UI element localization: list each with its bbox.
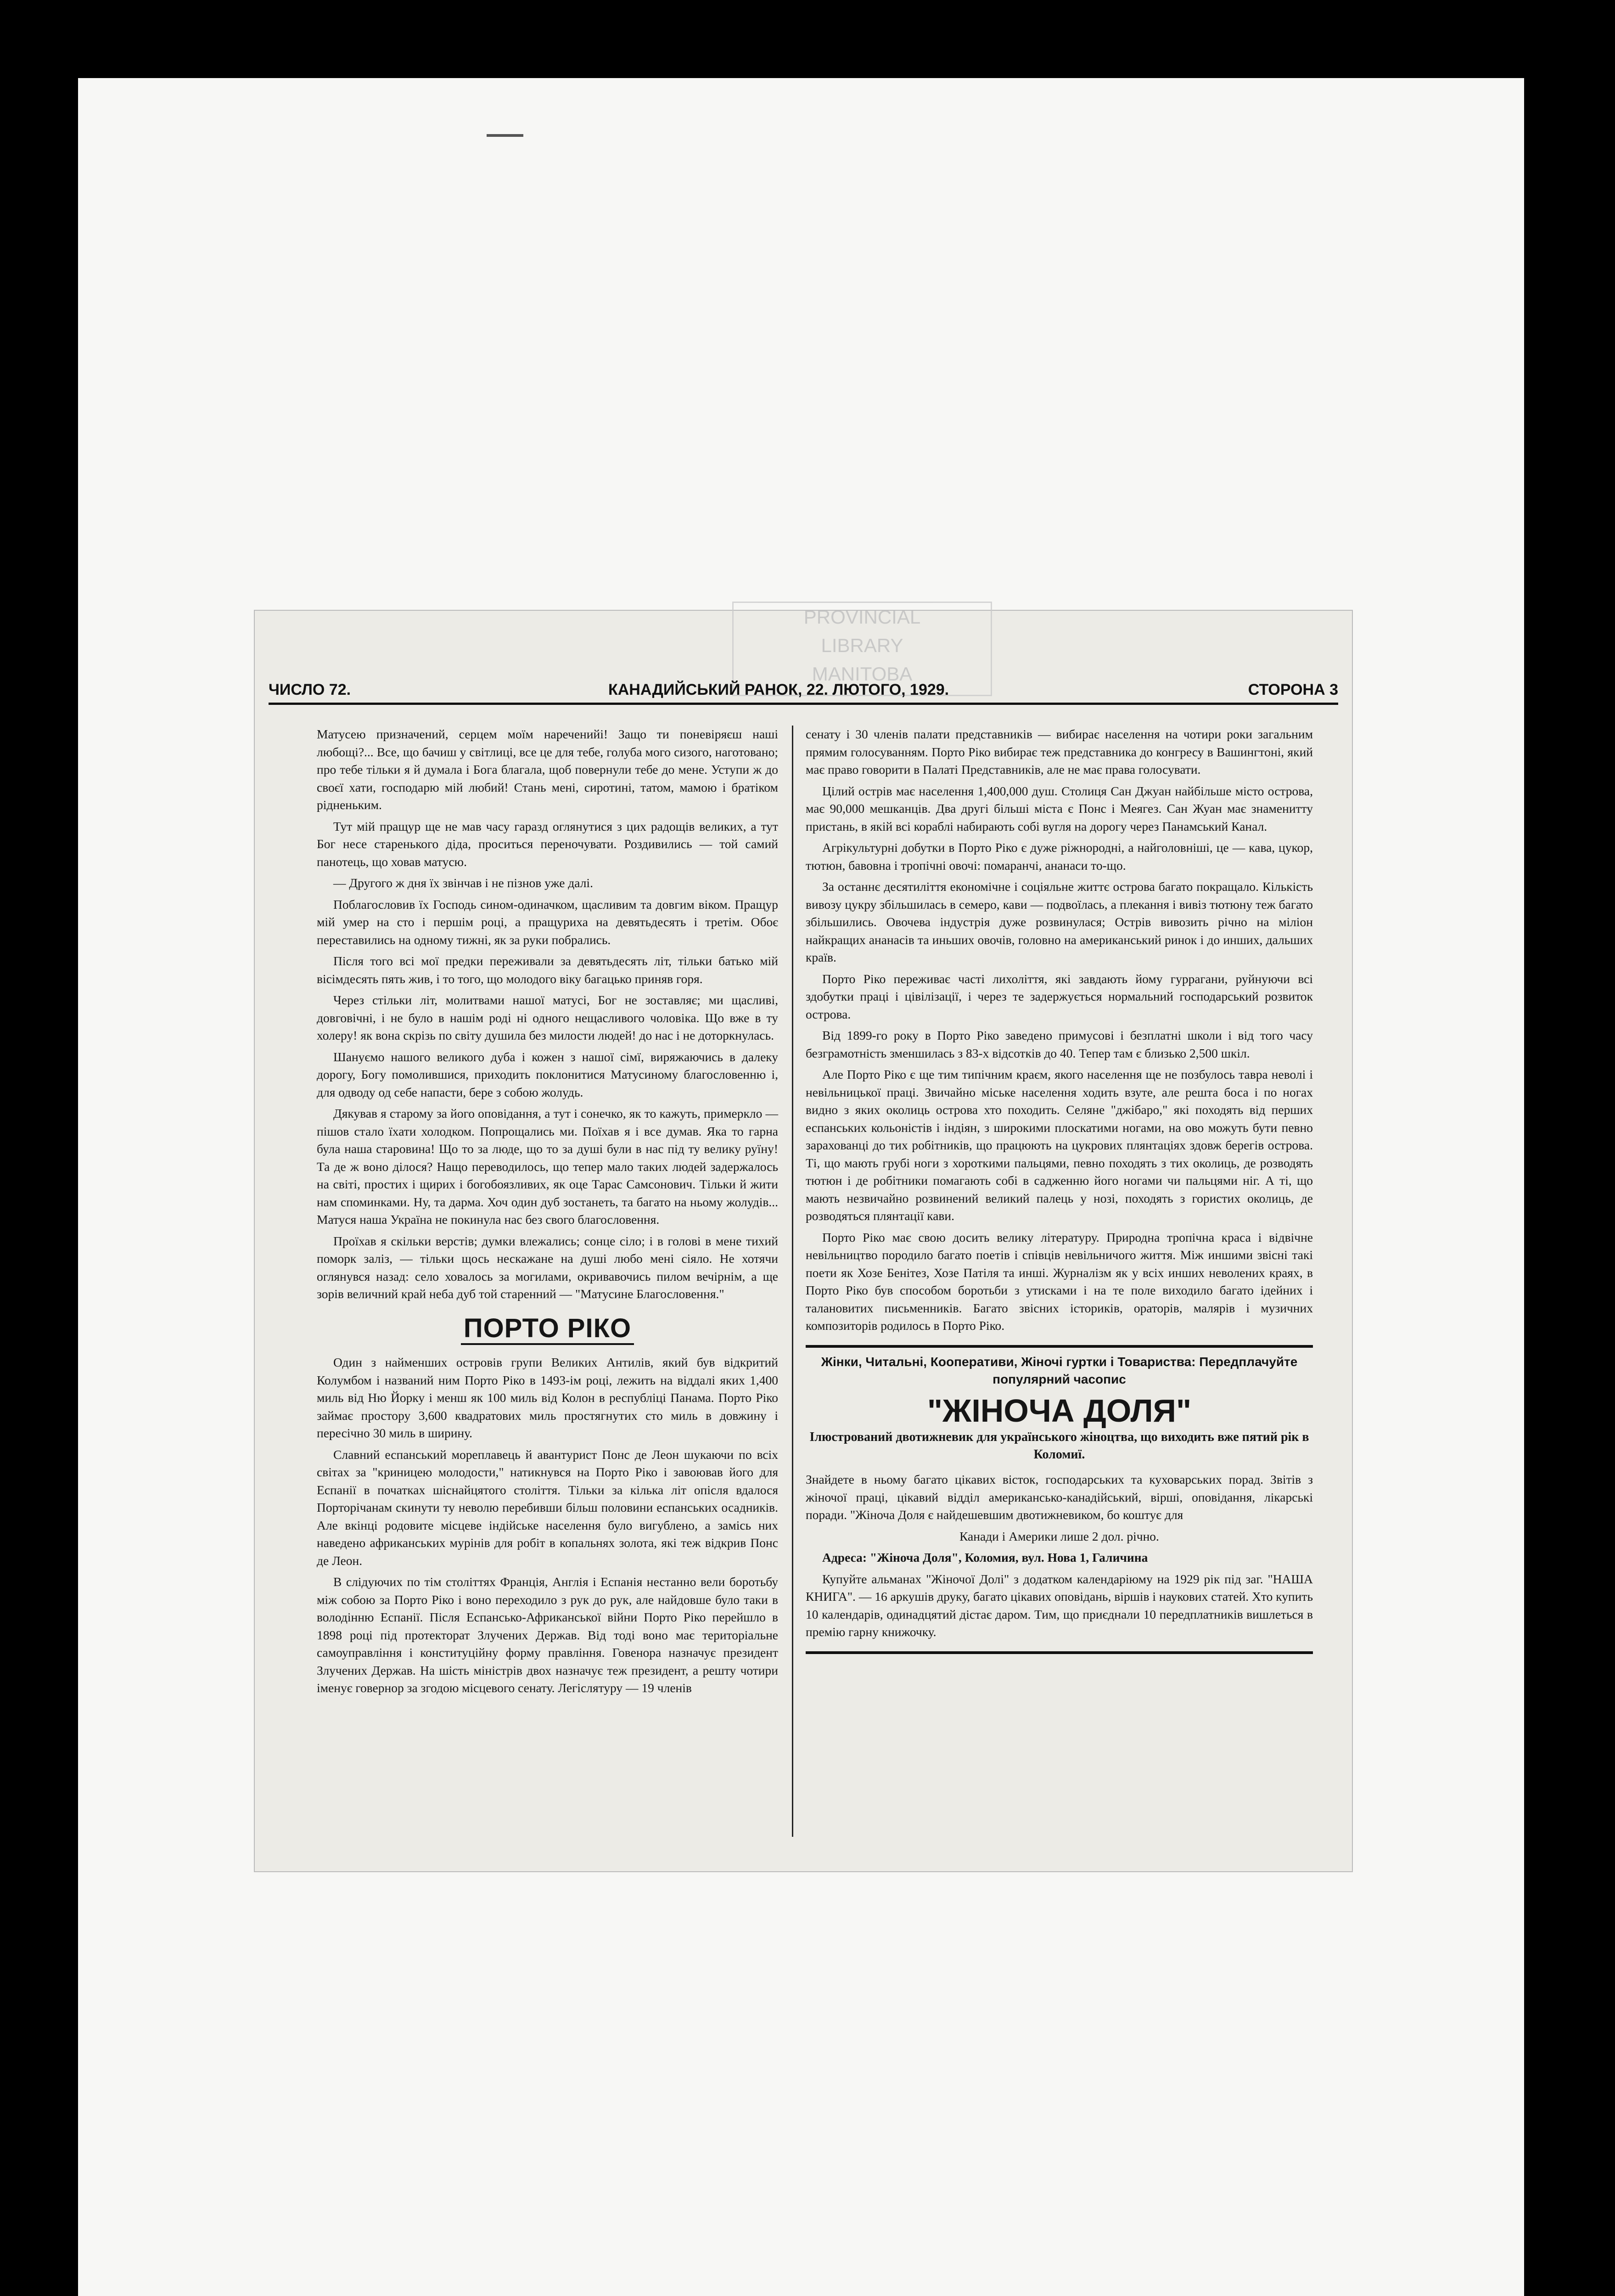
article-title [317,1313,778,1343]
ad-almanac: Купуйте альманах "Жіночої Долі" з додатком календаріюму на 1929 рік під заг. "НАША КНИГА". — 16 аркушів друку, багато цікавих оповідань, віршів і наукових статей. Хто купить 10 календарів, одинадцятий дістає даром. Тим, що приєднали 10 передплатників вишлеться в премію гарну книжочку. [806,1571,1313,1639]
ad-heading: Жінки, Читальні, Кооперативи, Жіночі гуртки і Товариства: Передплачуйте популярний часопис [821,1354,1298,1386]
article-title-text: ПОРТО РІКО [461,1313,634,1345]
story-paragraph: — Другого ж дня їх звінчав і не пізнов уже далі. [333,876,593,890]
ad-bottom-rule [806,1651,1313,1654]
article-paragraph: Агрікультурні добутки в Порто Ріко є дуже ріжнородні, а найголовніші, це — кава, цукор, тютюн, бавовна і тропічні овочі: помаранчі, ананаси то-що. [806,840,1313,872]
story-paragraph: Після того всі мої предки переживали за девятьдесять літ, тільки батько мій вісімдесять пять жив, і то того, що молодого віку багацько приняв горя. [317,954,778,986]
column-divider [792,726,793,1837]
article-paragraph: Від 1899-го року в Порто Ріко заведено примусові і безплатні школи і від того часу безграмотність зменшилась з 83-х відсотків до 40. Тепер там є близько 2,500 шкіл. [806,1028,1313,1060]
story-paragraph: Шануємо нашого великого дуба і кожен з нашої сімї, виряжаючись в далеку дорогу, Богу помолившися, приходить поклонитися Матусиному благословенню і, для одводу од себе напасти, бере з собою жолудь. [317,1049,778,1099]
article-paragraph: Один з найменших островів групи Великих Антилів, який був відкритий Колумбом і названий ним Порто Ріко в 1493-ім році, лежить на віддалі яких 1,400 миль від Ню Йорку і менш як 100 миль від Колон в республіці Панама. Порто Ріко займає простору 3,600 квадратових миль простягнутих сто миль в довжину і пересічно 30 миль в ширину. [317,1355,778,1440]
article-paragraph: В слідуючих по тім століттях Франція, Англія і Еспанія нестанно вели боротьбу між собою за Порто Ріко і воно переходило з рук до рук, але найдовше було таки в володінню Еспанії. Після Еспансько-Африканської війни Порто Ріко перейшло в 1898 році під протекторат Злучених Держав. Від тоді воно має територіальне самоуправління і конституційну форму правління. Говенора назначує президент Злучених Держав. На шість міністрів двох назначує теж президент, а решту чотири іменує говернор за згодою місцевого сенату. Легіслятуру — 19 членів [317,1575,778,1695]
ad-title: "ЖІНОЧА ДОЛЯ" [927,1392,1192,1429]
article-paragraph: Цілий острів має населення 1,400,000 душ. Столиця Сан Джуан найбільше місто острова, має 90,000 мешканців. Два другі більші міста є Понс і Меягез. Сан Жуан має знаменитту пристань, в якій всі кораблі набирають собі вугля на дорогу через Панамський Канал. [806,783,1313,833]
article-paragraph: За останнє десятиліття економічне і соціяльне життє острова багато покращало. Кількість вивозу цукру збільшилась в семеро, кави — подвоїлась, а плекання і вивіз тютюну теж багато збільшились. Овочева індустрія дуже розвинулася; Острів вивозить річно на міліон найкращих ананасів та иньших овочів, головно на американський ринок і до инших, дальших країв. [806,879,1313,964]
story-paragraph: Через стільки літ, молитвами нашої матусі, Бог не зоставляє; ми щасливі, довговічні, і не було в нашім роді ні одного нещасливого чоловіка. Що вже в ту холеру! як вона скрізь по світу душила без милости людей! до нас і не доторкнулась. [317,993,778,1042]
left-column [317,726,778,1701]
story-paragraph: Матусею призначений, серцем моїм нареченийі! Защо ти поневіряєш наші любощі?... Все, що бачиш у світлиці, все це для тебе, голуба мого сизого, наготовано; про тебе тільки я й думала і Бога благала, щоб повернули тебе до мене. Уступи ж до своєї хати, господарю мій любий! Стань мені, сиротині, татом, мамою і братіком рідненьким. [317,727,778,812]
stamp-line: LIBRARY [821,635,903,656]
ad-top-rule [806,1345,1313,1348]
newspaper-page [255,606,1352,1871]
ad-address: Адреса: "Жіноча Доля", Коломия, вул. Нова 1, Галичина [822,1550,1148,1564]
story-paragraph: Дякував я старому за його оповідання, а тут і сонечко, як то кажуть, примеркло — пішов стало їхати холодком. Попрощались ми. Поїхав я і все думав. Яка то гарна була наша старовина! Що то за люде, що то за душі були в нас під ту велику руїну! Та де ж воно ділося? Нащо переводилось, що тепер мало таких людей задержалось на світі, простих і щирих і богобоязливих, як оце Тарас Самсонович. Тільки й жити нам споминками. Ну, та дарма. Хоч один дуб зостанеть, та багато на ньому жолудів... Матуся наша Україна не покинула нас без свого благословення. [317,1106,778,1227]
story-paragraph: Поблагословив їх Господь сином-одиначком, щасливим та довгим віком. Пращур мій умер на сто і першім році, а пращуриха на девятьдесять і третім. Обоє переставились на одному тижні, як за руки побрались. [317,897,778,947]
page-header [269,680,1338,705]
ad-subtitle: Ілюстрований двотижневик для українського жіноцтва, що виходить вже пятий рік в Коломиї. [809,1430,1309,1462]
story-paragraph: Проїхав я скільки верстів; думки влежались; сонце сіло; і в голові в мене тихий поморк заліз, — тільки щось нескажане на душі любо мені сіяло. Не хотячи оглянувся назад: село ховалось за могилами, окривавочись пилом вечірнім, а ще зорів величний край неба дуб той старенний — "Матусине Благословення." [317,1233,778,1301]
article-paragraph: Славний еспанський мореплавець й авантурист Понс де Леон шукаючи по всіх світах за "криницею молодости," натикнувся на Порто Ріко і завоював його для Еспанії в початках шіснайцятого століття. Тільки за кілька літ опісля вдалося Порторічанам скинути ту неволю перебивши більш половини еспанських осадників. Але вкінці родовите місцеве індійське населення було вигублено, а замісь них наведено африканських мурінів для робіт в копальнях золота, які теж відкрив Понс де Леон. [317,1447,778,1568]
masthead-date: КАНАДИЙСЬКИЙ РАНОК, 22. ЛЮТОГО, 1929. [608,681,949,698]
issue-number: ЧИСЛО 72. [269,681,351,698]
ad-price: Канади і Америки лише 2 дол. річно. [959,1529,1159,1543]
ad-body: Знайдете в ньому багато цікавих вісток, господарських та куховарських порад. Звітів з жіночої праці, цікавий відділ американсько-канадійський, вірші, оповідання, лікарські поради. "Жіноча Доля є найдешевшим двотижневиком, бо коштує для [806,1472,1313,1522]
article-paragraph: Але Порто Ріко є ще тим типічним краєм, якого населення ще не позбулось тавра неволі і невільницької праці. Звичайно міське населення ходить взуте, але решта боса і по ногах видно з яких околиць острова хто походить. Селяне "джібаро," які походять від перших еспанських кольоністів і індіян, з широкими плоскатими ногами, на ово можуть бути певно зарахованці до тих робітників, що працюють на цукрових плянтаціях здовж берегів острова. Ті, що мають грубі ноги з хороткими пальцями, певно походять з тих околиць, де розводять тютюн і де робітники помагають собі в садженню його ногами чи пальцями ніг. А ті, що мають незвичайно розвинений великий палець у нозі, походять з гористих околиць, де розводяться плянтації кави. [806,1067,1313,1223]
stamp-line: MANITOBA [812,663,913,685]
stamp-line: PROVINCIAL [803,606,921,628]
film-edge-mark [487,134,523,137]
page-number: СТОРОНА 3 [1248,681,1338,698]
article-paragraph: Порто Ріко має свою досить велику літературу. Природна тропічна краса і відвічне невільництво породило багато поетів і співців невільничого життя. Між иншими звісні такі поети як Хозе Бенітез, Хозе Патіля та инші. Журналізм як у всіх инших неволених краях, в Порто Ріко був способом боротьби з утисками і на те поле виходило багато ідейних і талановитих письменників. Багато звісних істориків, ораторів, малярів і музичних композиторів родилось в Порто Ріко. [806,1230,1313,1333]
story-paragraph: Тут мій пращур ще не мав часу гаразд оглянутися з цих радощів великих, а тут Бог несе старенького діда, проситься переночувати. Роздивились — той самий панотець, що ховав матусю. [317,819,778,869]
right-column [806,726,1313,1654]
article-paragraph: Порто Ріко переживає часті лихоліття, які завдають йому гуррагани, руйнуючи всі здобутки праці і цівілізації, і через те задержується нормальний господарський розвиток острова. [806,971,1313,1021]
article-paragraph: сенату і 30 членів палати представників — вибирає населення на чотири роки загальним прямим голосуванням. Порто Ріко вибирає теж представника до конгресу в Вашингтоні, який має право говорити в Палаті Представників, але не має права голосувати. [806,727,1313,777]
